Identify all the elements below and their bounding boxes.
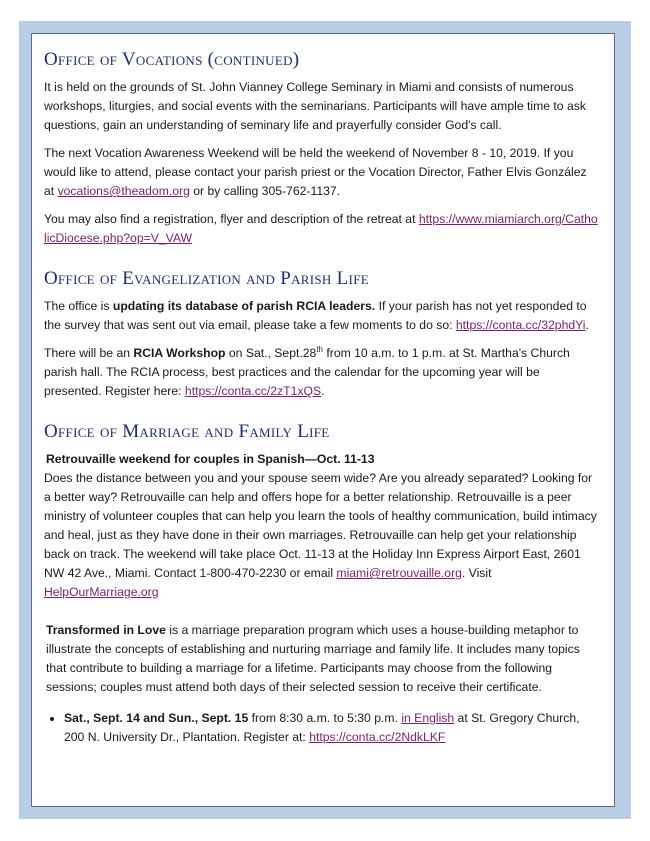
survey-link[interactable]: https://conta.cc/32phdYi bbox=[455, 318, 586, 332]
session-time: from 8:30 a.m. to 5:30 p.m. bbox=[248, 711, 402, 725]
vocations-p3-text: You may also find a registration, flyer and description of the retreat at bbox=[44, 212, 419, 226]
content-panel bbox=[31, 33, 615, 807]
vocations-email-link[interactable]: vocations@theadom.org bbox=[57, 184, 190, 198]
evang-p2-end: . bbox=[321, 384, 325, 398]
marriage-heading: Office of Marriage and Family Life bbox=[44, 421, 330, 442]
session-register-link[interactable]: https://conta.cc/2NdkLKF bbox=[309, 730, 446, 744]
retrouvaille-email-link[interactable]: miami@retrouvaille.org bbox=[336, 566, 462, 580]
session-dates: Sat., Sept. 14 and Sun., Sept. 15 bbox=[64, 711, 249, 725]
vocations-paragraph-2 bbox=[44, 144, 600, 201]
helpourmarriage-link[interactable]: HelpOurMarriage.org bbox=[44, 585, 159, 599]
retrouvaille-paragraph bbox=[44, 469, 600, 602]
vocations-paragraph-1: It is held on the grounds of St. John Vianney College Seminary in Miami and consists of numerous workshops, liturgies, and social events with the seminarians. Participants will have ample time to ask questions, gain an understanding of seminary life and prayerfully consider God's call. bbox=[44, 80, 586, 132]
evang-p2-b: on Sat., Sept.28 bbox=[225, 346, 317, 360]
vocations-paragraph-3 bbox=[44, 210, 600, 248]
session-list-item bbox=[64, 709, 600, 747]
retro-mid: . Visit bbox=[461, 566, 492, 580]
rcia-register-link[interactable]: https://conta.cc/2zT1xQS bbox=[184, 384, 322, 398]
evangelization-paragraph-1 bbox=[44, 297, 600, 335]
til-title: Transformed in Love bbox=[46, 623, 166, 637]
evangelization-paragraph-2 bbox=[44, 344, 600, 401]
vocations-heading: Office of Vocations (continued) bbox=[44, 49, 300, 70]
session-list bbox=[44, 709, 600, 747]
retrouvaille-heading bbox=[44, 450, 600, 469]
evang-p2-a: There will be an bbox=[44, 346, 134, 360]
evang-p1-b: If your parish has not yet responded to the survey that was sent out via email, please take a few moments to do so: bbox=[44, 299, 587, 332]
session-location: at St. Gregory Church, 200 N. University Dr., Plantation. Register at: bbox=[64, 711, 580, 744]
vocations-p2-tail: or by calling 305-762-1137. bbox=[189, 184, 341, 198]
retrouvaille-title: Retrouvaille weekend for couples in Spanish—Oct. 11-13 bbox=[46, 452, 375, 466]
evangelization-heading: Office of Evangelization and Parish Life bbox=[44, 268, 369, 289]
retro-body: Does the distance between you and your spouse seem wide? Are you already separated? Looking for a better way? Retrouvaille can help and offers hope for a better relationship. Retrouvaille is a peer ministry of volunteer couples that can help you learn the tools of healthy communication, build intimacy and heal, just as they have done in their own marriages. Retrouvaille can help get your relationship back on track. The weekend will take place Oct. 11-13 at the Holiday Inn Express Airport East, 2601 NW 42 Ave., Miami. Contact 1-800-470-2230 or email bbox=[44, 471, 597, 580]
transformed-in-love-paragraph bbox=[44, 621, 600, 697]
evang-p2-sup: th bbox=[316, 344, 323, 354]
evang-p2-c: from 10 a.m. to 1 p.m. at St. Martha's Church parish hall. The RCIA process, best practices and the calendar for the upcoming year will be presented. Register here: bbox=[44, 346, 570, 398]
evang-p1-a: The office is bbox=[44, 299, 113, 313]
evang-p2-bold: RCIA Workshop bbox=[133, 346, 226, 360]
vocations-p2-text: The next Vocation Awareness Weekend will be held the weekend of November 8 - 10, 2019. If you would like to attend, please contact your parish priest or the Vocation Director, Father Elvis González at bbox=[44, 146, 587, 198]
session-language: in English bbox=[401, 711, 455, 725]
til-body: is a marriage preparation program which uses a house-building metaphor to illustrate the concepts of establishing and nurturing marriage and family life. It includes many topics that contribute to building a marriage for a lifetime. Participants may choose from the following sessions; couples must attend both days of their selected session to receive their certificate. bbox=[46, 623, 580, 694]
evang-p1-bold: updating its database of parish RCIA leaders. bbox=[112, 299, 376, 313]
vocations-registration-link[interactable]: https://www.miamiarch.org/CatholicDiocese.php?op=V_VAW bbox=[44, 212, 598, 245]
evang-p1-end: . bbox=[585, 318, 589, 332]
